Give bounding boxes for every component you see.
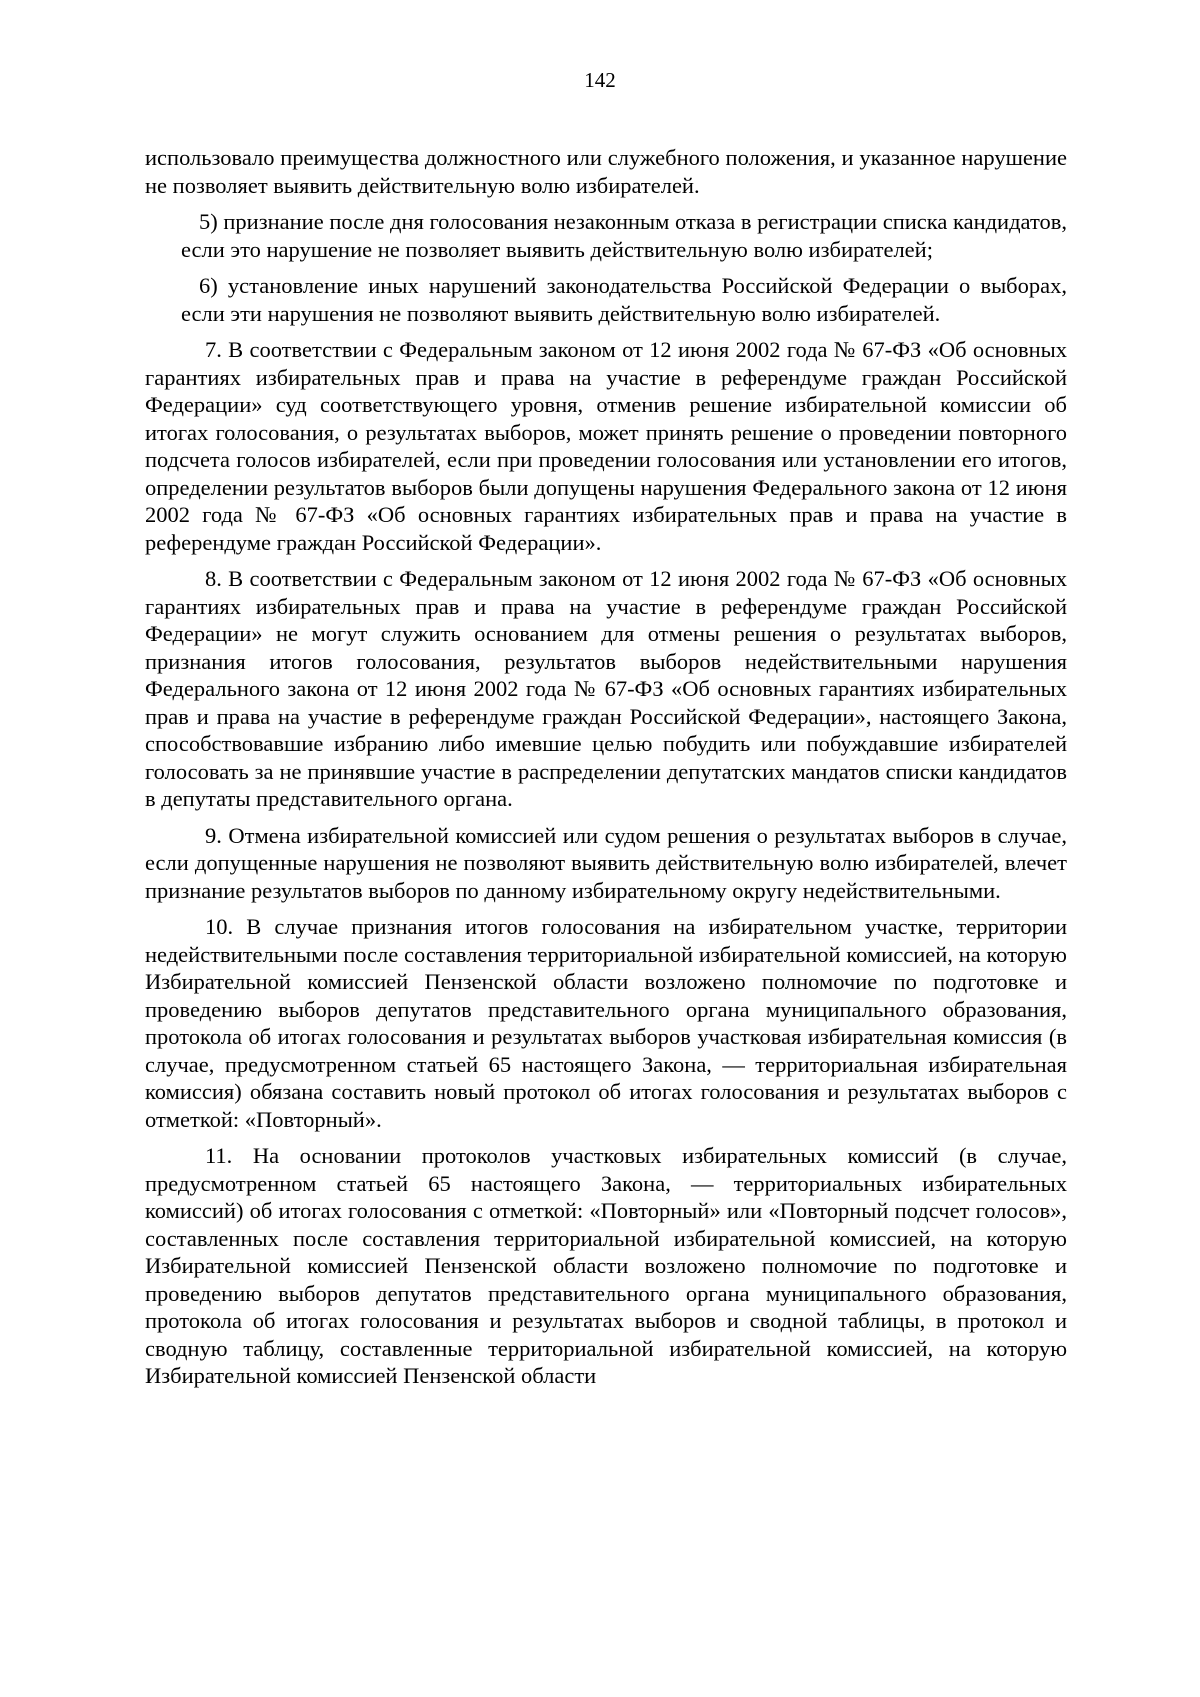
paragraph-section-10: 10. В случае признания итогов голосования на избирательном участке, территории недействительными после составления территориальной избирательной комиссией, на которую Избирательной комиссией Пензенской области возложено полномочие по подготовке и проведению выборов депутатов представительного органа муниципального образования, протокола об итогах голосования и результатах выборов участковая избирательная комиссия (в случае, предусмотренном статьей 65 настоящего Закона, — территориальная избирательная комиссия) обязана составить новый протокол об итогах голосования и результатах выборов с отметкой: «Повторный».: [145, 914, 1067, 1132]
page-number: 142: [584, 68, 616, 92]
paragraph-section-9: 9. Отмена избирательной комиссией или судом решения о результатах выборов в случае, если допущенные нарушения не позволяют выявить действительную волю избирателей, влечет признание результатов выборов по данному избирательному округу недействительными.: [145, 822, 1067, 903]
paragraph-item-6: 6) установление иных нарушений законодательства Российской Федерации о выборах, если эти нарушения не позволяют выявить действительную волю избирателей.: [181, 273, 1067, 326]
paragraph-section-11: 11. На основании протоколов участковых избирательных комиссий (в случае, предусмотренном статьей 65 настоящего Закона, — территориальных избирательных комиссий) об итогах голосования с отметкой: «Повторный» или «Повторный подсчет голосов», составленных после составления территориальной избирательной комиссией, на которую Избирательной комиссией Пензенской области возложено полномочие по подготовке и проведению выборов депутатов представительного органа муниципального образования, протокола об итогах голосования и результатах выборов и сводной таблицы, в протокол и сводную таблицу, составленные территориальной избирательной комиссией, на которую Избирательной комиссией Пензенской области: [145, 1143, 1067, 1388]
document-body: [145, 144, 1067, 1399]
paragraph-item-5: 5) признание после дня голосования незаконным отказа в регистрации списка кандидатов, если это нарушение не позволяет выявить действительную волю избирателей;: [181, 209, 1067, 262]
paragraph-section-7: 7. В соответствии с Федеральным законом от 12 июня 2002 года № 67-ФЗ «Об основных гарантиях избирательных прав и права на участие в референдуме граждан Российской Федерации» суд соответствующего уровня, отменив решение избирательной комиссии об итогах голосования, о результатах выборов, может принять решение о проведении повторного подсчета голосов избирателей, если при проведении голосования или установлении его итогов, определении результатов выборов были допущены нарушения Федерального закона от 12 июня 2002 года № 67-ФЗ «Об основных гарантиях избирательных прав и права на участие в референдуме граждан Российской Федерации».: [145, 337, 1067, 555]
paragraph-section-8: 8. В соответствии с Федеральным законом от 12 июня 2002 года № 67-ФЗ «Об основных гарантиях избирательных прав и права на участие в референдуме граждан Российской Федерации» не могут служить основанием для отмены решения о результатах выборов, признания итогов голосования, результатов выборов недействительными нарушения Федерального закона от 12 июня 2002 года № 67-ФЗ «Об основных гарантиях избирательных прав и права на участие в референдуме граждан Российской Федерации», настоящего Закона, способствовавшие избранию либо имевшие целью побудить или побуждавшие избирателей голосовать за не принявшие участие в распределении депутатских мандатов списки кандидатов в депутаты представительного органа.: [145, 566, 1067, 811]
paragraph-continuation: использовало преимущества должностного или служебного положения, и указанное нарушение не позволяет выявить действительную волю избирателей.: [145, 145, 1067, 198]
